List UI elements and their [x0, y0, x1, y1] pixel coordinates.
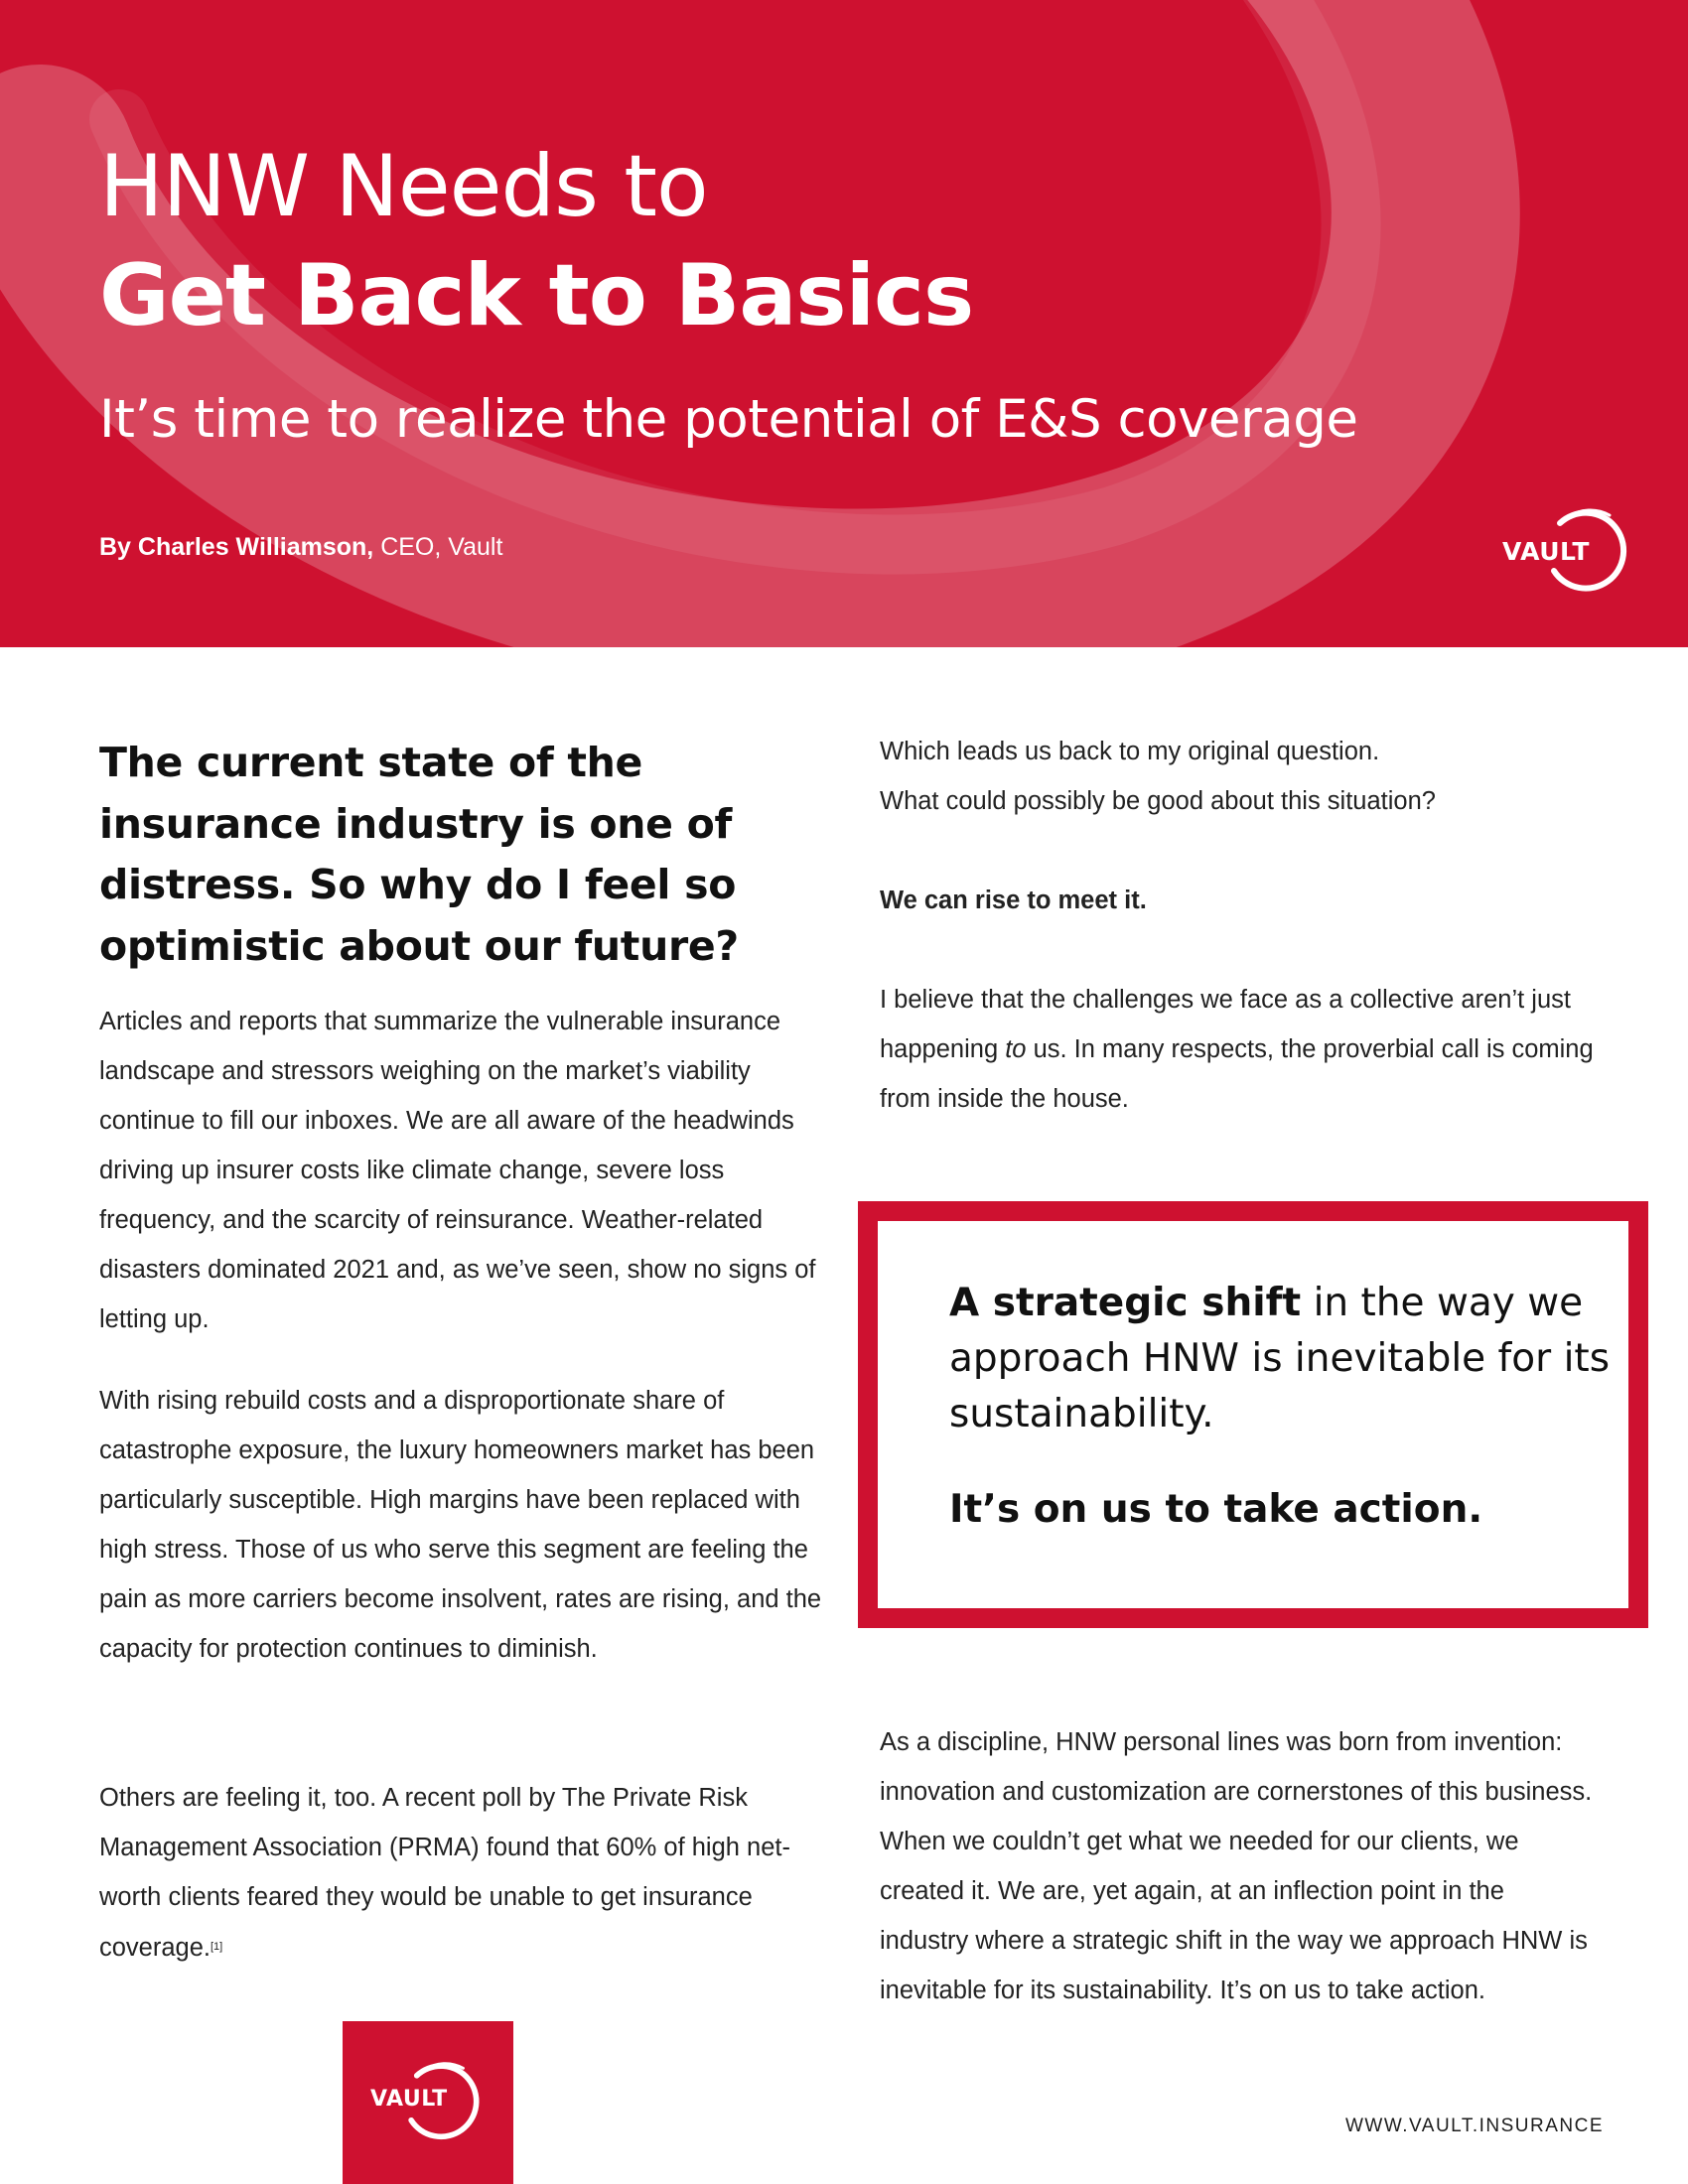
- question-line-2: What could possibly be good about this situation?: [880, 787, 1436, 815]
- paragraph-text: With rising rebuild costs and a disproportionate share of catastrophe exposure, the luxury homeowners market has been particularly susceptible. High margins have been replaced with high stress. Those of us who serve this segment are feeling the pain as more carriers become insolvent, rates are rising, and the capacity for protection continues to diminish.: [99, 1387, 822, 1663]
- right-paragraph-1: [880, 727, 1595, 826]
- right-paragraph-3: [880, 1717, 1595, 2015]
- left-paragraph-1: [99, 997, 834, 1344]
- pull-quote-action: It’s on us to take action.: [949, 1487, 1483, 1532]
- pull-quote-bold: A strategic shift: [949, 1281, 1302, 1325]
- footnote-link[interactable]: [1]: [211, 1941, 223, 1953]
- byline: [99, 530, 502, 564]
- logo-text: VAULT: [370, 2087, 448, 2112]
- question-line-1: Which leads us back to my original question.: [880, 738, 1380, 765]
- byline-role: CEO, Vault: [373, 533, 503, 561]
- byline-author: By Charles Williamson,: [99, 533, 374, 561]
- pull-quote-rest: in the way we approach HNW is inevitable for its sustainability.: [949, 1281, 1611, 1436]
- left-paragraph-2: [99, 1376, 834, 1674]
- left-paragraph-3: [99, 1773, 834, 1973]
- paragraph-text: [99, 1773, 834, 1973]
- website-link[interactable]: WWW.VAULT.INSURANCE: [1345, 2116, 1605, 2136]
- footer-vault-logo: [343, 2021, 513, 2184]
- title-line-2: Get Back to Basics: [99, 246, 974, 345]
- title-line-1: HNW Needs to: [99, 137, 708, 236]
- pull-quote-box: [858, 1201, 1648, 1628]
- right-strong-line: [880, 876, 1595, 925]
- paragraph-text: [880, 975, 1595, 1124]
- pull-quote-text: [949, 1276, 1644, 1442]
- paragraph-text: Articles and reports that summarize the vulnerable insurance landscape and stressors weighing on the market’s viability continue to fill our inboxes. We are all aware of the headwinds driving up insurer costs like climate change, severe loss frequency, and the scarcity of reinsurance. Weather-related disasters dominated 2021 and, as we’ve seen, show no signs of letting up.: [99, 1008, 816, 1333]
- paragraph-part-2: us. In many respects, the proverbial call is coming from inside the house.: [880, 1035, 1594, 1113]
- paragraph-part-1: I believe that the challenges we face as a collective aren’t just happening: [880, 986, 1571, 1063]
- strong-text: We can rise to meet it.: [880, 887, 1147, 914]
- logo-text: VAULT: [1502, 537, 1590, 566]
- right-paragraph-2: [880, 975, 1595, 1124]
- lead-heading: The current state of the insurance industry is one of distress. So why do I feel so optimistic about our future?: [99, 739, 739, 970]
- vault-logo: [1494, 501, 1635, 601]
- paragraph-body: Others are feeling it, too. A recent poll by The Private Risk Management Association (PRMA) found that 60% of high net-worth clients feared they would be unable to get insurance coverage.: [99, 1784, 790, 1962]
- subtitle: It’s time to realize the potential of E&S coverage: [99, 389, 1358, 450]
- emphasis-text: to: [1005, 1035, 1027, 1063]
- header-banner: [0, 0, 1688, 647]
- paragraph-text: As a discipline, HNW personal lines was born from invention: innovation and customization are cornerstones of this business. When we couldn’t get what we needed for our clients, we created it. We are, yet again, at an inflection point in the industry where a strategic shift in the way we approach HNW is inevitable for its sustainability. It’s on us to take action.: [880, 1728, 1593, 2004]
